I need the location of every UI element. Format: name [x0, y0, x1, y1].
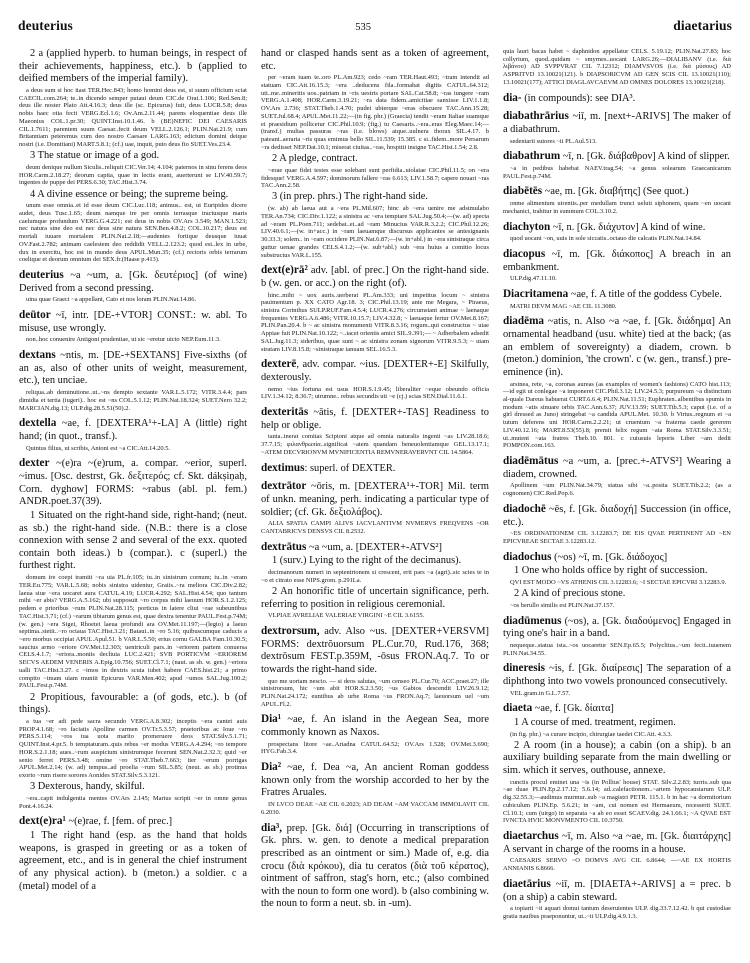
- entry-body: ~ī, n. [Gk. διάβαθρον] A kind of slipper.: [560, 151, 730, 163]
- headword: diacopus: [502, 247, 546, 260]
- citation-block: Quintus filius, ut scribis, Antoni est ~a CIC.Att.14.20.5.: [26, 444, 171, 452]
- headword: diaetārius: [502, 877, 551, 890]
- headword: deuterius: [19, 269, 64, 282]
- headword: dexterē: [260, 358, 297, 371]
- entry-body: ~ae, f. A title of the goddess Cybele.: [568, 288, 722, 300]
- headword: dext(e)ra¹: [19, 815, 66, 828]
- citation-block: ~erae quae fidei testes esse solebant sunt perfidia..uiolatae CIC.Phil.11.5; on ~era fidesque! VERG.A.4.597; dominorum fallere ~ras 6.613; LIV.1.58.7; capere nouari ~ras TAC.Ann.2.58.: [260, 166, 489, 190]
- citation-block: Apollinem ~um PLIN.Nat.34.79; statua sibi ~a..posita SUET.Tib.2.2; (as a cognomen) CIC.Red.Pop.6.: [502, 482, 731, 498]
- citation-block: quia lauri bacas habet ~ daphnidon appellatur CELS. 5.19.12; PLIN.Nat.27.83; hoc collyrium, quod..quidam ~ smyrnes..uocant LARG.26;—DIALIBANV (i.e. διὰ λιβάνου) AD SVPPVRAT CIL 7.12312; DIAMVSVOS (i.e. διὰ μύσους) AD ASPRITVD 13.10021(121). b DIAPSORICVM AD GEN SCIS CIL 13.10021(110); 13.10021(177); ATTICI DIAGLAVCAEVM AD OMNES DOLORES 13.10021(218).: [502, 48, 731, 86]
- dictionary-entry: [503, 702, 731, 716]
- citation-block: ~os berullo similis est PLIN.Nat.37.157.: [509, 601, 615, 609]
- dictionary-entry: [19, 269, 247, 295]
- headword: diadochē: [502, 502, 546, 515]
- citation-block: a deus sum si hoc itast TER.Hec.843; homo homini deus est, si suum officium sciat CAECIL.com.264; te..in dicendo semper putaui deum CIC.de Orat.1.106; Red.Sen.8; deus ille noster Plato Att.4.16.3; deus ille (sc. Epicurus) fuit, deus LUCR.5.8; deus nobis haec otia fecit VERG.Ecl.1.6; Ov.Am.2.11.44; parens eloquentiae deus ille Maeonius COL.1.pr.30; QUINT.Inst.10.1.46. b (BE)NEFIC DEI CAESARIS CIL.1.7611; parentem suum Caesar..fecit deum VELL.2.126.1; PLIN.Nat.21.9; cum Britanniam peteremus cum deo nostro Caesare LARG.163; edictum domini deique nostri (i.e. Domitiani) MART.5.8.1; (cf.) uae, inquit, puto deus fio SUET.Ves.23.4.: [19, 86, 247, 149]
- dictionary-entry: [261, 406, 489, 432]
- entry-body: ~atis, n. Also ~a ~ae, f. [Gk. διάδημα] An ornamental headband (usu. white) tied at the back; (as an emblem of sovereignty) a diadem, crown. b (meton.) dominion, 'the crown'. c (w. gen., transf.) pre-eminence (in).: [502, 316, 731, 378]
- citation-block: unum esse omnia..et id esse deum CIC.Luc.118; animus.. est, ut Euripides dicere audet, deus Tusc.1.65; deum namque ire per omnis terrasque tractusque maris caelumque profundum VERG.G.4.221; est deus in nobis OV.Ars 3.549; MAN.1.523; nec natura sine deo est nec deus sine natura SEN.Ben.4.8.2; COL.10.217; deus est mortali iuuare mortalem PLIN.Nat.2.18;—audentes fortique deusque iuuat OV.Fast.2.782; animam caelestem deo reddidit VELL.2.123.2; quod est..lex in urbe, dux in exercitu, hoc est in mundo deus APUL.Mun.35; (cf.) rectoris orbis terrarum coelique et deorum omnium dei SEX.fr.(Haase p.413).: [19, 202, 247, 264]
- dictionary-entry: [261, 264, 489, 290]
- sense-block: hand or clasped hands sent as a token of agreement, etc.: [260, 48, 489, 72]
- citation-block: per ~eram tuam te..oro PL.Am.923; cedo ~ram TER.Haut.493; ~tram intendit ad statuam CIC.Att.16.15.3; ~era ..deducens fila..formabat digitis CATUL.64.312; uti..me..mineritis uos..patriam in ~ris uestris portare SAL.Cat.58.8; ~ras iungere ~ram VERG.A.1.408; HOR.Carm.3.19.21; ~ra data fidem..amicitiae sanxisse LIV.1.1.8; OV.Ars 2.736; STAT.Theb.1.4.70; pudet ubterque ~eras obscuere TAC.Ann.15.28; SUET.Jul.68.4; APUL.Met.11.22;—(in fig. phr.) (Graecia) tendit ~eram Italiae suamque ei praesidium pollicetur CIC.Phil.10.9; (fig.) tu Caesaris..~era..eras Eleg.Maec.14;—(transf.) multas passuras ~ras (i.e. blows) atque..uulnera thorax SIL.4.17. b pateant..aeraria ~ris quas emimus bello SIL.11.539; 15.385. c si..fidem..more Persarum ~ra dedisset NEP.Dat.10.1; miserat ciuitas..~ras, hospitii insigne TAC.Hist.1.54; 2.8.: [260, 74, 489, 151]
- running-head-left: deuterius: [18, 18, 73, 33]
- dictionary-entry: [261, 462, 489, 476]
- entry-body: ~is, f. [Gk. διαίρεσις] The separation of a diphthong into two vowels pronounced consecutively.: [502, 663, 731, 687]
- sense-block: 1 Situated on the right-hand side, right-hand; (neut. as sb.) the right-hand side. (N.B.: there is a close connexion with sense 2 and several of the exx. quoted contain both ideas.) b (compar.). c (superl.) the furthest right.: [19, 509, 247, 572]
- entry-body: ~(e)ra ~(e)rum, a. compar. ~erior, superl. ~imus. [Osc. destrst, Gk. δεξιτερός; cf. Skt. dákṣiṇaḥ, Corn. dyghow] FORMS: ~rabus (abl. pl. fem.) ANDR.poet.37(39).: [19, 458, 247, 508]
- text-column-2: [254, 48, 496, 912]
- entry-body: adv. [abl. of prec.] On the right-hand side. b (w. gen. or acc.) on the right (of).: [260, 265, 489, 289]
- citation-block: hinc..mihi ~ uox auris..uerberat PL.Am.333; uni impetitus locum ~ sinistra pauimentum p. XX CATO Agr.18. 3; CIC.Phil.13.19; ante me Megara, ~ Piraeus, sinistra Corinthus SULP.RUF.Fam.4.5.4; LUCR.4.276; circumstant animae ~ laenaque frequentes VERG.A.6.486; VITR.10.15.7; LIV.4.32.8; ~ laeuaque fertur OV.Met.8.167; PLIN.Pan.20.4. b ~ ac sinistra monumenti VITR.8.3.16; rogum..qui constructus ~ uiae Appiae fuit PLIN.Nat.10.122; ~..iacet orientis amici SIL.9.391;— ~ Adherbalem adsedit SAL.Jug.11.3; sideribus, quae sunt ~ ac sinistra zonam signorum VITR.9.5.3; ~ uiam stratam LIV.8.15.8; ~sinistraque ianuam SEL.16.5.3.: [260, 291, 489, 353]
- sense-block: 1 The right hand (esp. as the hand that holds weapons, is grasped in greeting or as a token of agreement, etc., and is in general the chief instrument of any physical action). b (meton.) a soldier. c a (metal) model of a: [19, 830, 247, 892]
- citation-block: reliqua..ab deminutione..ut..~ns dempto sextante VAR.L.5.172; VITR.3.4.4; pars dimidia et tertia (iugeri).. hoc est ~ns COL.5.1.12; PLIN.Nat.18.324; SUET.Nero 32.2; MARCIAN.dig.13; ULP.dig.28.5.51(50).2.: [19, 389, 247, 412]
- citation-block: decimanorum numeri in septentrionem si crescent, erit pars ~a (agri)..sic scies te in ~o et citrato esse NIPS.grom. p.291La.: [260, 568, 489, 584]
- sense-block: 2 a (applied hyperb. to human beings, in respect of their achievements, happiness, etc.). b (applied to deified members of the imperial family).: [19, 48, 247, 85]
- citation-block: ULP.dig.47.11.10.: [509, 275, 557, 283]
- entry-body: (in compounds): see DIA³.: [521, 92, 636, 104]
- entry-body: ~a ~um, a. [prec.+-ATVS²] Wearing a diadem, crowned.: [502, 456, 731, 480]
- page-number: 535: [355, 22, 371, 33]
- headword: diabathrārius: [502, 110, 569, 123]
- sense-block: 4 A divine essence or being; the supreme being.: [30, 188, 229, 200]
- entry-body: ~ātis, f. [DEXTER+-TAS] Readiness to help or oblige.: [260, 407, 489, 431]
- citation-block: domum ire coepi tramiti ~ra uia PL.fr.105; tu..in sinistrum cornum; tu..in ~eram TER.Eu.775; VAR.L.5.68; nobis sinistra uidentur, Graiis..~ra meliora CIC.Div.2.82; laeua siue ~era uocaret aura CATUL.4.19; LUCR.4.292; SAL.Hist.4.54; quo tantum mihi ~er abis? VERG.A.5.162; ubi supposuit ~ro corpus mihi laeuum HOR.S.1.2.125; pedem e prioribus ~rum PLIN.Nat.28.115; porticus in latere cliui ~rae subeuntibus TAC.Hist.3.71; (cf.) ~rarum tibiarum genus est, quae dextra tenentur PAUL.Fest.p.74M; (w. gen.) ~era Sigei, Rhoetei laeua profundi ara OV.Met.11.197;—(legio) a laeuo septima..stetit..~ro octaua TAC.Hist.3.21; Bataui..in ~ro 5.16; quibuscumque caducis a ~ero morbus occipiat APUL.Apul.51. b VAR.L.5.50; erius cornu GALBA Fam.10.30.5; saucius armo ~eriore OV.Met.12.303; uentriculi pars..in ~eriorem partem conuersa CELS.4.1.7; ~eriora..montis decliuia LUC.2.421; SVB PORTICVM ~ERIOREM SECVS AEDEM VENERIS A.Epig.10.756; SUET.Cl.7.1; (naut. as sb. w. gen.) ~eriora ualli TAC.Hist.3.27. c ~imos in dextris scuta iubet habere CAES.hist.21; a primo compito ~imam uiam muniit Epicurus VAR.Men.402; apud ~umos SAL.Jug.100.2; PAUL.Fest.p.74M.: [19, 574, 247, 690]
- citation-block: onme alimentum uirentis..per medullam trunci ueluti siphonem, quam ~en uocant mechanici, trahitur in summum COL.3.10.2.: [502, 200, 731, 215]
- entry-body: ~a ~um, a. [DEXTER+-ATVS²]: [306, 541, 443, 553]
- citation-block: ~a in pedibus habebat NAEV.trag.54; ~a genus solearum Graecanicarum PAUL.Fest.p.74M.: [502, 164, 731, 180]
- citation-block: tanta..inerat comitas Scipioni atque ad omnia naturalis ingenii ~as LIV.28.18.6; 37.7.15; φιλανθρωπία..significat ~atem quandam beneuolentiamque GEL.13.17.1; ~ATEM DECVRIONVM MVNIFICENTIA REMVNERAVERVNT CIL 14.5864.: [260, 433, 489, 456]
- dictionary-entry: [503, 503, 731, 529]
- sense-block: 2 Propitious, favourable: a (of gods, etc.). b (of things).: [19, 691, 247, 716]
- dictionary-entry: [19, 349, 247, 388]
- dictionary-entry: [261, 713, 489, 739]
- entry-body: ~a ~um, a. [Gk. δευτέριος] (of wine) Derived from a second pressing.: [19, 270, 247, 294]
- citation-block: ALIA SPATIA CAMPI ALIVS IACVLANTIVM NVMERVS FREQVENS ~OR CANTABRICVS DENSVS CIL 8.2532.: [260, 520, 489, 535]
- column-container: [12, 48, 738, 960]
- citation-block: sedentarii sutores ~ii PL.Aul.513.: [509, 137, 597, 145]
- entry-body: (~os), a. [Gk. διαδούμενος] Engaged in tying one's hair in a band.: [502, 615, 731, 640]
- headword: diabathrum: [502, 150, 561, 163]
- entry-body: ~ī, n. [Gk. διάχυτον] A kind of wine.: [550, 221, 706, 233]
- citation-block: (w. ab) ab laeua aut a ~era PL.Mil.607; hinc ab ~era uenire me adsimulabo TER.An.734; CIC.Div.1.122; a sinistra ac ~era temptare SAL.Jug.50.4;—(w. ad) specta ad ~eram PL.Poen.711; sedebat..ei..ad ~ram Minucius VAR.R.3.2.2; CIC.Phil.12.26; LIV.40.6.1;—(w. in+acc.) in ~ram laeuamque discursus applicantes se antesignanis 30.33.3; solem.. in ~ram occidere PLIN.Nat.6.87;—(w. in+abl.) in ~era sinistraque circa guttur uenae grandes CELS.4.1.2;—(w. sub+abl.) sub ~era huius a comitio locus substructus VAR.L.155.: [260, 205, 489, 259]
- entry-body: ~ī, m. [Gk. διάκοπος] A breach in an embankment.: [502, 248, 731, 273]
- sense-block: 3 The statue or image of a god.: [30, 150, 160, 162]
- headword: diaetarchus: [502, 830, 559, 843]
- entry-body: ~ae, f. [DEXTERA¹+-LA] A (little) right hand; (in quot., transf.).: [19, 418, 247, 442]
- sense-block: 3 (in prep. phrs.) The right-hand side.: [271, 191, 428, 203]
- entry-body: : superl. of DEXTER.: [304, 462, 396, 474]
- dictionary-entry: [503, 92, 731, 106]
- dictionary-entry: [19, 457, 247, 509]
- headword: dextella: [19, 417, 57, 430]
- dictionary-entry: [503, 150, 731, 164]
- entry-body: ~ae, f. An island in the Aegean Sea, more commonly known as Naxos.: [260, 714, 489, 739]
- dictionary-entry: [503, 878, 731, 904]
- headword: diabētēs: [502, 185, 543, 198]
- entry-body: ~ae, f. [Gk. δίαιτα]: [532, 703, 614, 715]
- citation-block: ~ES ORDINATIONEM CIL 3.12283.7; DE EIS QVAE PERTINENT AD ~EN EPICVREAE SECTAE 3.12283.12.: [502, 530, 731, 545]
- citation-block: a topiarii ~ii aquari domui tantum deseruientes ULP. dig.33.7.12.42. b qui custodiae gratia nauibus praeponuntur, ut..~ii ULP.dig.4.9.1.3.: [502, 905, 731, 920]
- entry-body: ~ōris, m. [DEXTERA¹+-TOR] Mil. term of unkn. meaning, perh. indicating a particular type of soldier; (cf. Gk. δεξιολάβος).: [260, 481, 489, 518]
- running-head: [18, 18, 732, 40]
- headword: diaeta: [502, 702, 533, 715]
- citation-block: prospectans litore ~ae..Ariadna CATUL.64.52; OV.Ars 1.528; OV.Met.3.690; HYG.Fab.3.4.: [260, 740, 489, 756]
- headword: diadēma: [502, 315, 544, 328]
- headword: dia-: [502, 91, 522, 104]
- citation-block: VLPIAE AVRELIAE VALERIAE VIRGINI ~E CIL 3.6155.: [267, 612, 425, 620]
- dictionary-entry: [503, 315, 731, 379]
- entry-body: ~ae, m. [Gk. διαβήτης] (See quot.): [542, 186, 689, 198]
- citation-block: CAESARIS SERVO ~O DOMVS AVG CIL 6.8644; —~AE EX HORTIS ANNIANIS 6.8666.: [502, 857, 731, 873]
- entry-body: ~ntis, m. [DE-+SEXTANS] Five-sixths (of an as, also of other units of weight, measurement, etc.), ten unciae.: [19, 350, 247, 387]
- entry-body: ~ī, intr. [DE-+VTOR] CONST.: w. abl. To misuse, use wrongly.: [19, 310, 247, 334]
- dictionary-entry: [503, 288, 731, 302]
- dictionary-entry: [503, 110, 731, 136]
- citation-block: IN LVCO DEAE ~AE CIL 6.2023; AD DEAM ~AM VACCAM IMMOLAVIT CIL 6.2030.: [260, 801, 489, 816]
- headword: dexter: [19, 457, 50, 470]
- sense-block: 1 (surv.) Lying to the right of the decimanus).: [271, 555, 462, 567]
- dictionary-entry: [261, 358, 489, 384]
- sense-block: 2 A pledge, contract.: [271, 153, 358, 165]
- headword: dextrātus: [260, 540, 307, 553]
- dictionary-entry: [503, 185, 731, 199]
- dictionary-entry: [19, 309, 247, 335]
- headword: Diacritamena: [502, 287, 569, 300]
- citation-block: deum denique nullum Siculis..reliquit CIC.Ver.14; 4.104; paternos in sinu ferens deos HOR.Carm.2.18.27; deorum capita, quae in lectis erant, auerterunt se LIV.40.59.7; ingentes de puppe dei PERS.6.30; TAC.Hist.3.74.: [19, 163, 247, 187]
- citation-block: quod uocant ~on, uuis in sole siccatis..octauo die calcatis PLIN.Nat.14.84.: [509, 235, 702, 243]
- entry-body: ~iī, m. [next+-ARIVS] The maker of a diabathrum.: [502, 111, 731, 135]
- citation-block: nemo ~ius fortuna est usus HOR.S.1.9.45; liberaliter ~eque obeundo officia LIV.1.34.12; 8.36.7; utrumne.. rebus secundis uti ~e (cj.) scias SEN.Dial.11.6.1.: [260, 385, 489, 401]
- dictionary-entry: [503, 455, 731, 481]
- sense-block: 1 One who holds office by right of succession.: [513, 565, 708, 577]
- entry-body: ~ae, f. Dea ~a, An ancient Roman goddess known only from the worship accorded to her by the Fratres Aruales.: [260, 762, 489, 799]
- dictionary-entry: [503, 662, 731, 688]
- citation-block: QVI EST MODO ~VS ATHENIS CIL 3.12283.6; ~I SECTAE EPICVRI 3.12283.9.: [509, 578, 727, 586]
- text-column-3: [496, 48, 738, 922]
- dictionary-entry: [503, 830, 731, 856]
- sense-block: 2 An honorific title of uncertain significance, perh. referring to position in religious ceremonial.: [260, 585, 489, 610]
- dictionary-entry: [19, 417, 247, 443]
- headword: dext(e)rā²: [260, 264, 308, 277]
- text-column-1: [12, 48, 254, 894]
- dictionary-entry: [261, 541, 489, 555]
- citation-block: MATRI DEVM MAG ~AE CIL 11.3080.: [509, 302, 617, 310]
- dictionary-entry: [261, 480, 489, 519]
- citation-block: uina quae Graeci ~a appellant, Cato et nos loram PLIN.Nat.14.86.: [26, 296, 197, 304]
- citation-block: a tua ~er adi pede sacra secundo VERG.A.8.302; inceptis ~era cantet auis PROP.4.1.68; ~ro faciatis Apolline carmen OV.Tr.5.3.57; praetoribus ac Ioue ~ro PERS.5.114; ~ros tua uota marito promeruere deos STAT.Silv.5.1.71; QUINT.Inst.4.pr.5. b temptaturam..quis rebus ~er modus VERG.A.4.294; ~ro tempore HOR.S.2.1.18; aues..~rum auspicium sinistrumque fecerunt SEN.Nat.2.32.3; quid ~er senio ferret PERS.3.48; omine ~ro STAT.Theb.7.663; iter ~erum porrigas APUL.Met.2.14; (w. ad) tempus..ad proelia ~rum SIL.5.85; (neut. as sb.) protinus exorto ~rum risere sorores Aonides STAT.Silv.5.3.121.: [19, 717, 247, 780]
- sense-block: 2 A kind of precious stone.: [513, 588, 626, 600]
- running-head-right: diaetarius: [673, 18, 732, 33]
- sense-block: 3 Dexterous, handy, skilful.: [30, 781, 145, 793]
- citation-block: ~era..capit indulgentia mentes OV.Ars 2.145; Marius scripti ~er in omne genus Pont.4.16.24.: [19, 794, 247, 810]
- dictionary-entry: [503, 248, 731, 274]
- citation-block: non..hoc conuenire Antigoni prudentiae, ut sic ~eretur uicto NEP.Eum.11.3.: [26, 336, 221, 344]
- entry-body: , adv. compar. ~ius. [DEXTER+-E] Skilfully, dexterously.: [260, 359, 489, 384]
- entry-body: (~os) ~ī, m. [Gk. διάδοχος]: [551, 551, 668, 563]
- citation-block: quo me uortam nescio. — si deos salutas, ~um censeo PL.Cur.70; ACC.praet.27; ille sinistrorsum, hic ~um abit HOR.S.2.3.50; ~us Gabios descendit LIV.26.9.12; PLIN.Nat.24.172; euntibus ab urbe Roma ~us FRON.Aq.7; laeuorsum uel ~um APUL.Fl.2.: [260, 677, 489, 708]
- headword: diadēmātus: [502, 455, 559, 468]
- citation-block: cunctis procul eminet una ~is (in Pollius' house) STAT. Silv.2.2.83; turris..sub qua ~ae duae PLIN.Ep.2.17.12; 5.6.14; ad..calefactionem..~artem hypocaustarum ULP. dig.32.55.3;—audimus murmur..sub ~a magistri PETR. 115.1. b in hac ~a dormitorium cubiculum PLIN.Ep. 5.6.21; in ~am, cui nomen est Hermaeum, recesserit SUET. Cl.10.1; cum (uirgo) in separata ~a ab eo esset SCAEV.dig. 24.1.66.1; ~A QVAE EST IVNCTA HVIC MONVMENTO CIL 10.3750.: [502, 778, 731, 825]
- headword: Dia²: [260, 761, 282, 774]
- headword: dexteritās: [260, 406, 309, 419]
- headword: deūtor: [19, 309, 51, 322]
- headword: dineresis: [502, 662, 546, 675]
- headword: dia³,: [260, 821, 283, 834]
- dictionary-entry: [503, 615, 731, 641]
- headword: dextimus: [260, 461, 305, 474]
- headword: diachyton: [502, 220, 551, 233]
- citation-block: arsinea, rete, ~a, coronas aureas (as examples of women's fashions) CATO hist.113;—id egit ut conlegae ~a imponeret CIC.Phil.3.12; LIV.24.5.3; purpureum ~a distinctum al-quale Dareus habuerat CURT.6.6.4; PLIN.Nat.11.51; Euphraten..albentibus spumis in modum ~atis sinuare orbis TAC.Ann.6.37; JUV.13.59; SUET.Tib.5.3; caput (i.e. of a girl dressed as Juno) stringebat ~a candida APUL.Met. 10.30. b Virtus..regnum et ~a tutum deferens uni HOR.Carm.2.2.21; ut cruentum ~a fraterna caede gererem LIV.40.12.16; MART.8.53(55).8; premit felix regum ~ata Roma STAT.Silv.3.3.51; ut..mutent ~ata fratres Theb.10. 801. c cuiusuis leporis Liber ~am dedit POMPON.com.163.: [502, 380, 731, 450]
- entry-body: ~(e)rae, f. [fem. of prec.]: [65, 816, 173, 828]
- dictionary-entry: [261, 761, 489, 800]
- dictionary-entry: [503, 221, 731, 235]
- headword: dextans: [19, 349, 56, 362]
- entry-body: ~ī, m. Also ~a ~ae, m. [Gk. διαιτάρχης] A servant in charge of the rooms in a house.: [502, 831, 731, 855]
- headword: diadochus: [502, 550, 552, 563]
- sense-block: 1 A course of med. treatment, regimen.: [513, 716, 676, 728]
- sense-block: 2 A room (in a house); a cabin (on a ship). b an auxiliary building separate from the main dwelling or sim. which it serves, outhouse, annexe.: [502, 739, 731, 777]
- citation-block: VEL.gram.in G.L.7.57.: [509, 689, 571, 697]
- entry-body: prep. [Gk. διά] (Occurring in transcriptions of Gk. phrs. w. gen. to denote a medical preparation prescribed as an ointment or sim.) Made of, e.g. dia crocu (διὰ κρόκου), dia tu ceratos (διὰ τοῦ κέρατος), ointment of saffron, stag's horn, etc.; (also combined with the noun to form one word). b (also combining w. the noun to form a neut. sb. in -um).: [260, 822, 489, 910]
- dictionary-entry: [261, 625, 489, 677]
- headword: dextrorsum,: [260, 624, 320, 637]
- entry-body: ~iī, m. [DIAETA+-ARIVS] a = prec. b (on a ship) a cabin steward.: [502, 878, 731, 903]
- dictionary-entry: [261, 822, 489, 911]
- headword: diadūmenus: [502, 614, 562, 627]
- citation-block: (in fig. phr.) ~a curare incipio, chirurgiae taedet CIC.Att. 4.3.3.: [509, 730, 673, 738]
- entry-body: ~ēs, f. [Gk. διαδοχή] Succession (in office, etc.).: [502, 503, 731, 528]
- entry-body: adv. Also ~us. [DEXTER+VERSVM] FORMS: dextrŏuorsum PL.Cur.70, Rud.176, 368; dextrōsum FEST.p.359M, -ōsus FRON.Aq.7. To or towards the right-hand side.: [260, 625, 489, 675]
- headword: Dia¹: [260, 713, 282, 726]
- dictionary-entry: [503, 551, 731, 565]
- headword: dextrātor: [260, 480, 307, 493]
- citation-block: nequeque..statua ista..~os uocaretur SEN.Ep.65.5; Polyclitus..~um fecit..iuuenem PLIN.Nat.34.55.: [502, 641, 731, 657]
- dictionary-entry: [19, 815, 247, 829]
